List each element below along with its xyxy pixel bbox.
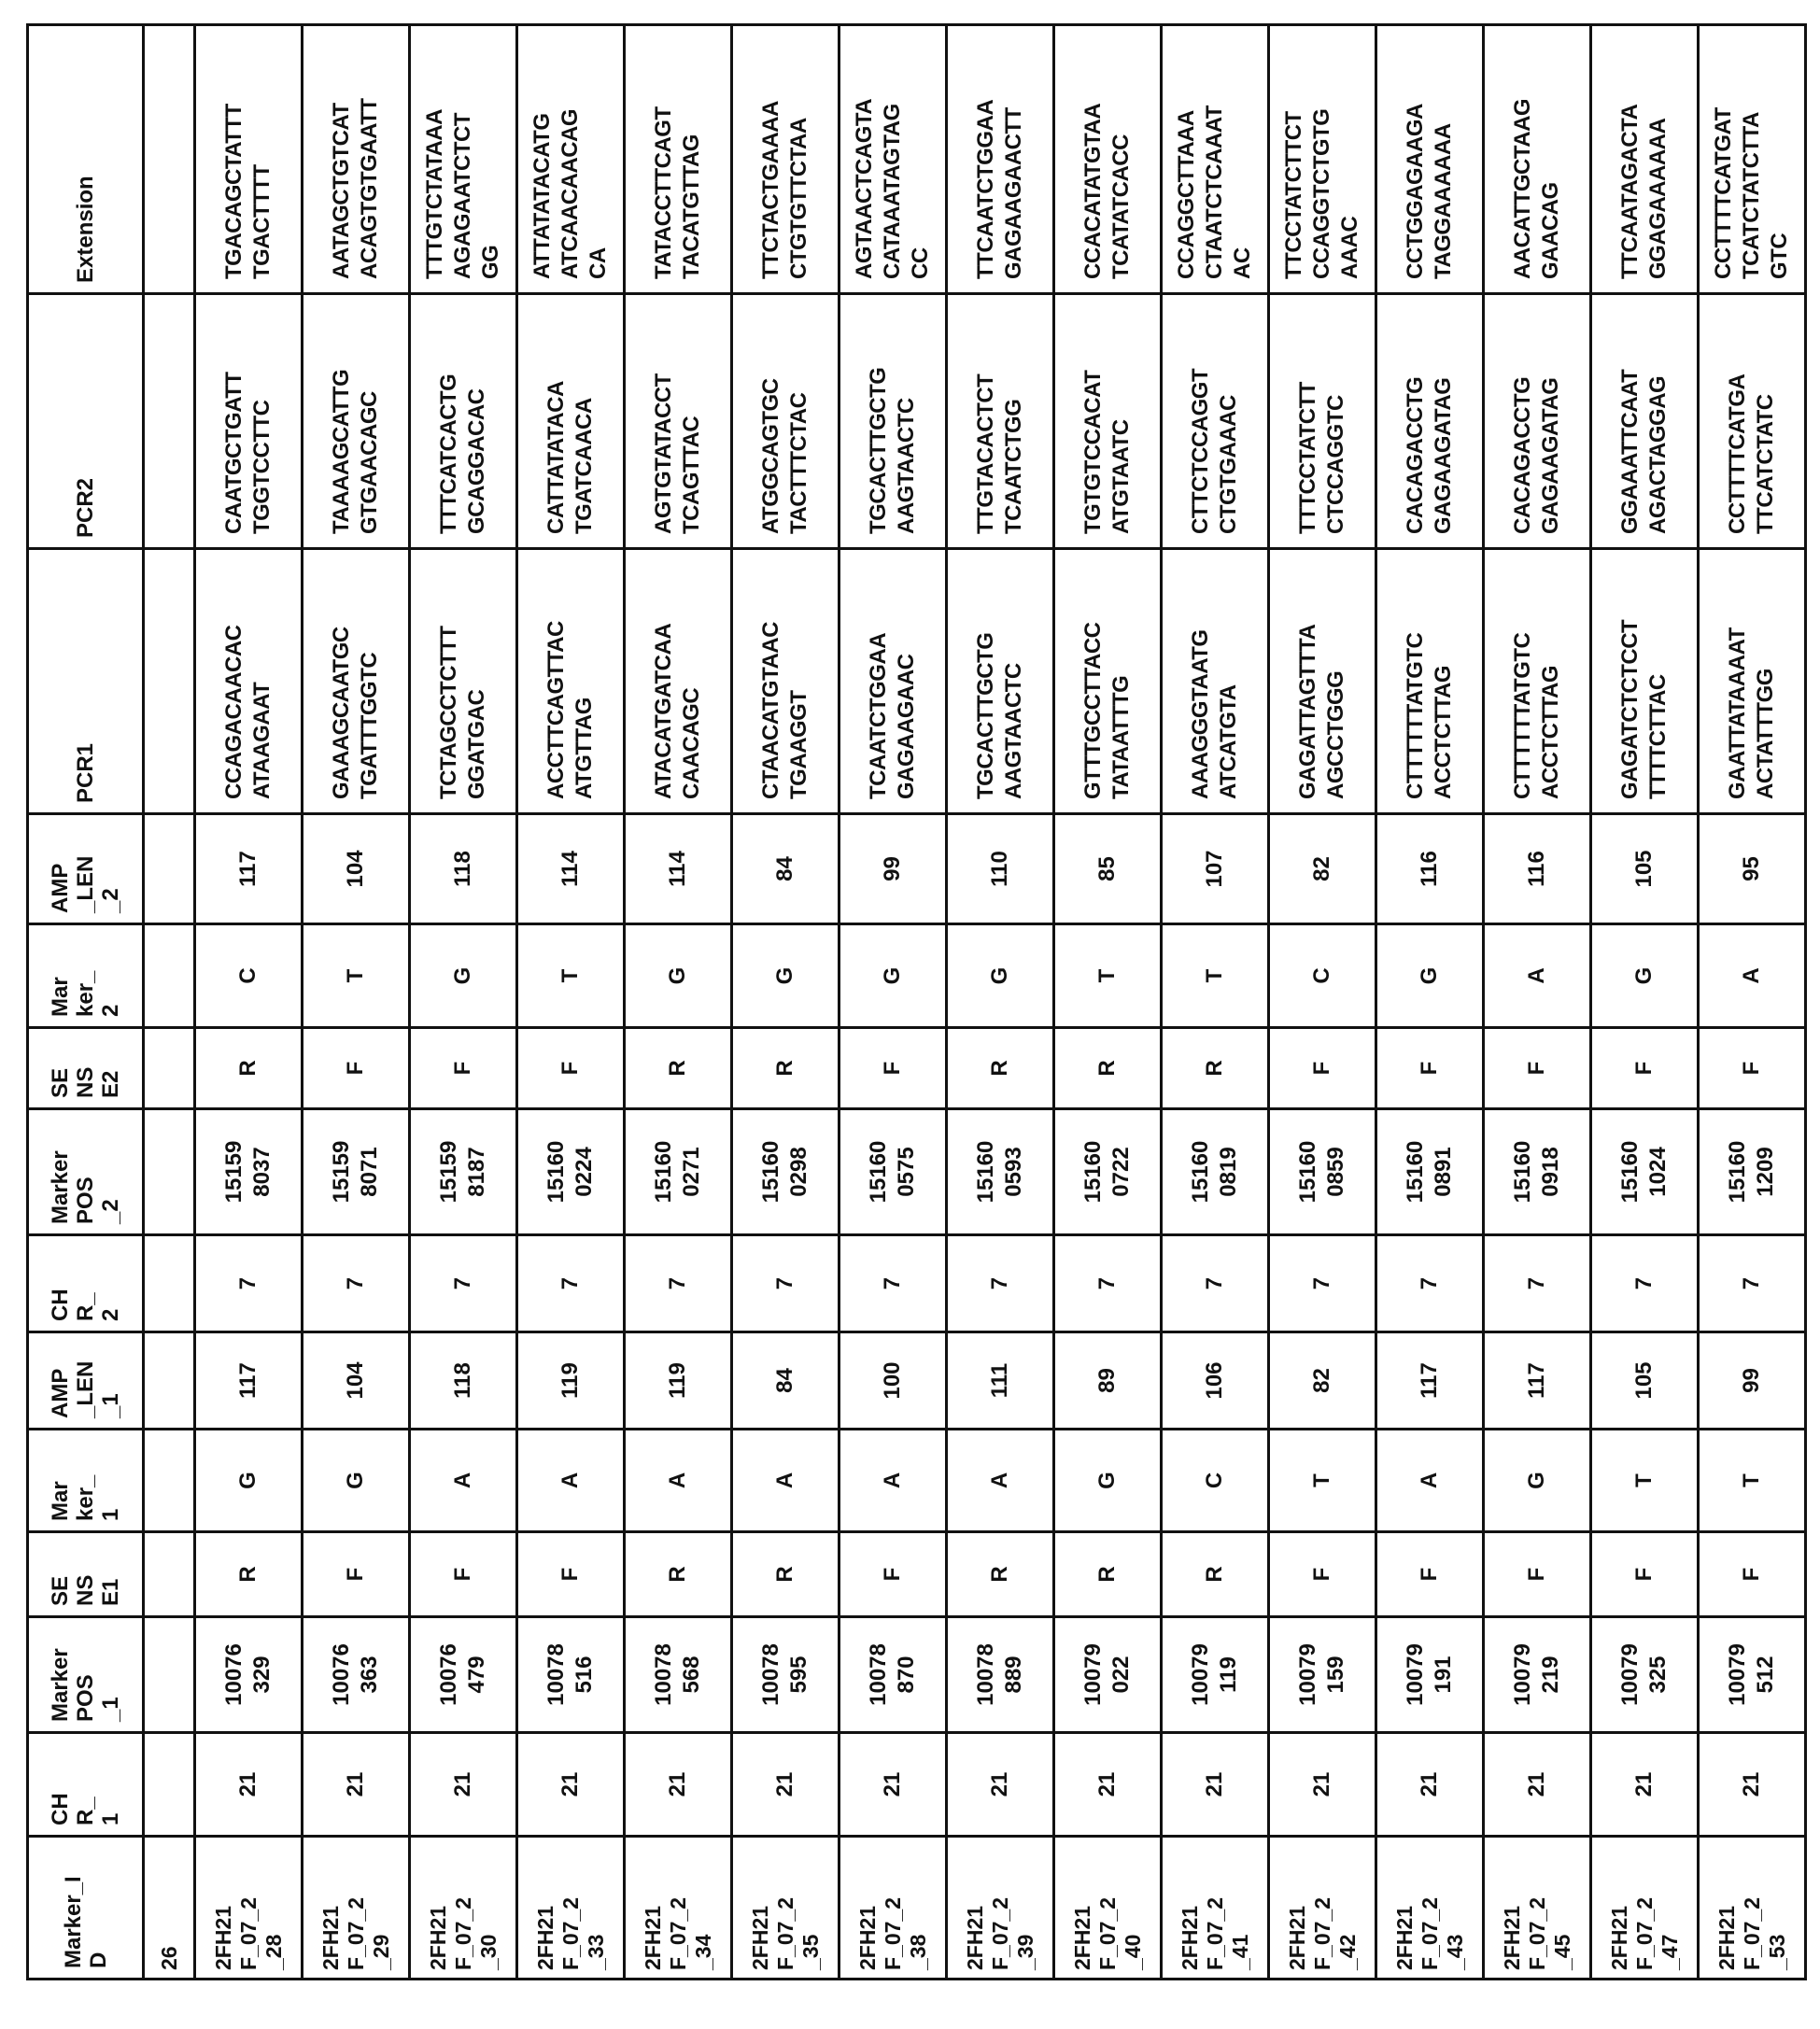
cell-marker2: T: [303, 924, 410, 1028]
cell-amp1: 84: [732, 1332, 839, 1430]
cell-amp1: 117: [1376, 1332, 1484, 1430]
cell-pos2: 15160 0593: [947, 1109, 1054, 1235]
cell-amp2: 82: [1269, 814, 1376, 924]
cell-pcr2: GGAAATTCAAT AGACTAGGAG: [1591, 294, 1699, 549]
cell-amp2: 99: [839, 814, 947, 924]
cell-marker1: G: [303, 1430, 410, 1532]
cell-marker2: G: [625, 924, 732, 1028]
cell-pcr1: CTAACATGTAAC TGAAGGT: [732, 549, 839, 814]
cell-amp2: 116: [1376, 814, 1484, 924]
cell-pos2: 15160 0298: [732, 1109, 839, 1235]
cell-amp1: 117: [195, 1332, 303, 1430]
cell-pcr1: GAGATTAGTTTA AGCCTGGG: [1269, 549, 1376, 814]
cell-sense1: R: [625, 1532, 732, 1617]
cell-chr1: 21: [947, 1733, 1054, 1837]
cell-chr2: 7: [1376, 1235, 1484, 1332]
cell-chr1: 21: [410, 1733, 517, 1837]
cell-pos1: 10078 568: [625, 1617, 732, 1733]
cell-pos1: 10078 870: [839, 1617, 947, 1733]
cell-amp1: 82: [1269, 1332, 1376, 1430]
cell-pos2: 15160 0224: [517, 1109, 625, 1235]
empty-cell: [144, 1109, 195, 1235]
cell-marker1: C: [1162, 1430, 1269, 1532]
cell-sense2: F: [1699, 1028, 1806, 1109]
cell-pcr1: GAGATCTCTCCT TTTTCTTAC: [1591, 549, 1699, 814]
cell-chr2: 7: [1269, 1235, 1376, 1332]
cell-sense1: F: [517, 1532, 625, 1617]
table-row: [1699, 25, 1806, 1980]
cell-amp2: 110: [947, 814, 1054, 924]
empty-cell: [144, 1235, 195, 1332]
cell-sense2: F: [1376, 1028, 1484, 1109]
cell-chr1: 21: [839, 1733, 947, 1837]
cell-pcr1: ACCTTCAGTTAC ATGTTAG: [517, 549, 625, 814]
table-row: [625, 25, 732, 1980]
cell-sense2: F: [410, 1028, 517, 1109]
cell-pcr1: GAATTATAAAAT ACTATTTGG: [1699, 549, 1806, 814]
cell-marker-id: 2FH21 F_07_2 _43: [1376, 1837, 1484, 1980]
cell-sense2: F: [517, 1028, 625, 1109]
cell-marker-id: 2FH21 F_07_2 _30: [410, 1837, 517, 1980]
cell-chr2: 7: [839, 1235, 947, 1332]
cell-marker1: A: [839, 1430, 947, 1532]
cell-ext: TTTGTCTATAAA AGAGAATCTCT GG: [410, 25, 517, 294]
cell-sense1: F: [410, 1532, 517, 1617]
cell-marker-id: 2FH21 F_07_2 _39: [947, 1837, 1054, 1980]
table-row: [410, 25, 517, 1980]
cell-pos1: 10078 889: [947, 1617, 1054, 1733]
cell-pcr1: CTTTTTTATGTC ACCTCTTAG: [1376, 549, 1484, 814]
section-row: [144, 25, 195, 1980]
column-header-marker-id: Marker_I D: [28, 1837, 144, 1980]
cell-marker-id: 2FH21 F_07_2 _47: [1591, 1837, 1699, 1980]
cell-sense1: R: [947, 1532, 1054, 1617]
cell-amp2: 114: [517, 814, 625, 924]
cell-sense2: R: [1162, 1028, 1269, 1109]
cell-pos2: 15160 0819: [1162, 1109, 1269, 1235]
cell-marker2: G: [947, 924, 1054, 1028]
cell-marker1: T: [1269, 1430, 1376, 1532]
cell-marker2: A: [1484, 924, 1591, 1028]
cell-pos2: 15160 0271: [625, 1109, 732, 1235]
table-row: [1269, 25, 1376, 1980]
cell-chr1: 21: [1591, 1733, 1699, 1837]
cell-pcr2: CCTTTTCATGA TTCATCTATC: [1699, 294, 1806, 549]
cell-sense1: F: [1376, 1532, 1484, 1617]
column-header-pcr1: PCR1: [28, 549, 144, 814]
cell-pos1: 10079 325: [1591, 1617, 1699, 1733]
cell-marker2: C: [195, 924, 303, 1028]
cell-ext: AGTAACTCAGTA CATAAATAGTAG CC: [839, 25, 947, 294]
column-header-chr1: CH R_ 1: [28, 1733, 144, 1837]
cell-chr1: 21: [1484, 1733, 1591, 1837]
cell-sense2: R: [947, 1028, 1054, 1109]
cell-sense1: F: [1269, 1532, 1376, 1617]
cell-marker-id: 2FH21 F_07_2 _38: [839, 1837, 947, 1980]
cell-pcr2: TGCACTTGCTG AAGTAACTC: [839, 294, 947, 549]
cell-ext: TATACCTTCAGT TACATGTTAG: [625, 25, 732, 294]
empty-cell: [144, 1332, 195, 1430]
cell-pcr2: CACAGACCTG GAGAAGATAG: [1484, 294, 1591, 549]
cell-pos2: 15160 0575: [839, 1109, 947, 1235]
cell-ext: AACATTGCTAAG GAACAG: [1484, 25, 1591, 294]
cell-amp2: 107: [1162, 814, 1269, 924]
cell-marker-id: 2FH21 F_07_2 _45: [1484, 1837, 1591, 1980]
cell-marker-id: 2FH21 F_07_2 _33: [517, 1837, 625, 1980]
cell-amp2: 105: [1591, 814, 1699, 924]
cell-chr2: 7: [1484, 1235, 1591, 1332]
empty-cell: [144, 924, 195, 1028]
cell-pos1: 10079 159: [1269, 1617, 1376, 1733]
column-header-pcr2: PCR2: [28, 294, 144, 549]
cell-marker2: T: [517, 924, 625, 1028]
cell-amp2: 116: [1484, 814, 1591, 924]
column-header-marker2: Mar ker_ 2: [28, 924, 144, 1028]
cell-marker1: A: [625, 1430, 732, 1532]
column-header-sense1: SE NS E1: [28, 1532, 144, 1617]
cell-chr1: 21: [1269, 1733, 1376, 1837]
empty-cell: [144, 1028, 195, 1109]
cell-marker1: G: [1054, 1430, 1162, 1532]
cell-amp2: 95: [1699, 814, 1806, 924]
cell-amp2: 104: [303, 814, 410, 924]
section-label: 26: [144, 1837, 195, 1980]
cell-amp1: 89: [1054, 1332, 1162, 1430]
cell-marker-id: 2FH21 F_07_2 _28: [195, 1837, 303, 1980]
cell-pcr2: CAATGCTGATT TGGTCCTTC: [195, 294, 303, 549]
cell-pos2: 15160 0859: [1269, 1109, 1376, 1235]
marker-table: [26, 23, 1807, 1980]
cell-pcr1: GTTTGCCTTACC TATAATTTG: [1054, 549, 1162, 814]
cell-amp1: 104: [303, 1332, 410, 1430]
cell-ext: AATAGCTGTCAT ACAGTGTGAATT: [303, 25, 410, 294]
cell-marker-id: 2FH21 F_07_2 _41: [1162, 1837, 1269, 1980]
empty-cell: [144, 814, 195, 924]
cell-amp2: 117: [195, 814, 303, 924]
cell-marker1: G: [195, 1430, 303, 1532]
cell-pos2: 15160 0918: [1484, 1109, 1591, 1235]
cell-marker2: G: [410, 924, 517, 1028]
cell-sense1: F: [1484, 1532, 1591, 1617]
cell-pcr2: CATTATATACA TGATCAACA: [517, 294, 625, 549]
cell-chr1: 21: [732, 1733, 839, 1837]
column-header-sense2: SE NS E2: [28, 1028, 144, 1109]
cell-pos1: 10076 363: [303, 1617, 410, 1733]
cell-amp1: 106: [1162, 1332, 1269, 1430]
empty-cell: [144, 1532, 195, 1617]
cell-pos1: 10079 022: [1054, 1617, 1162, 1733]
cell-sense2: F: [1591, 1028, 1699, 1109]
cell-pos1: 10078 595: [732, 1617, 839, 1733]
cell-ext: TTCAATAGACTA GGAGAAAAAA: [1591, 25, 1699, 294]
cell-pcr2: AGTGTATACCT TCAGTTAC: [625, 294, 732, 549]
cell-amp1: 119: [625, 1332, 732, 1430]
cell-chr1: 21: [625, 1733, 732, 1837]
cell-ext: ATTATATACATG ATCAACAACAG CA: [517, 25, 625, 294]
cell-chr1: 21: [1699, 1733, 1806, 1837]
cell-pcr1: ATACATGATCAA CAACAGC: [625, 549, 732, 814]
cell-pcr1: AAAGGGTAATG ATCATGTA: [1162, 549, 1269, 814]
cell-ext: TGACAGCTATTT TGACTTTT: [195, 25, 303, 294]
cell-sense1: R: [1162, 1532, 1269, 1617]
cell-sense2: R: [195, 1028, 303, 1109]
table-row: [1376, 25, 1484, 1980]
table-row: [839, 25, 947, 1980]
cell-pos1: 10078 516: [517, 1617, 625, 1733]
empty-cell: [144, 549, 195, 814]
cell-chr2: 7: [625, 1235, 732, 1332]
cell-pcr2: TGTGTCCACAT ATGTAATC: [1054, 294, 1162, 549]
cell-pcr1: TCTAGCCTCTTT GGATGAC: [410, 549, 517, 814]
cell-sense2: F: [303, 1028, 410, 1109]
cell-sense2: R: [625, 1028, 732, 1109]
cell-sense1: R: [1054, 1532, 1162, 1617]
cell-sense2: F: [839, 1028, 947, 1109]
cell-chr2: 7: [1591, 1235, 1699, 1332]
cell-sense1: F: [303, 1532, 410, 1617]
cell-pcr1: CTTTTTTATGTC ACCTCTTAG: [1484, 549, 1591, 814]
cell-pcr2: CACAGACCTG GAGAAGATAG: [1376, 294, 1484, 549]
cell-sense1: F: [1699, 1532, 1806, 1617]
cell-sense1: R: [732, 1532, 839, 1617]
cell-chr2: 7: [732, 1235, 839, 1332]
table-row: [195, 25, 303, 1980]
table-row: [947, 25, 1054, 1980]
cell-amp2: 84: [732, 814, 839, 924]
cell-sense2: R: [1054, 1028, 1162, 1109]
cell-amp2: 85: [1054, 814, 1162, 924]
cell-marker1: A: [947, 1430, 1054, 1532]
column-header-amp1: AMP _LEN _1: [28, 1332, 144, 1430]
cell-pos2: 15160 1024: [1591, 1109, 1699, 1235]
cell-chr2: 7: [1162, 1235, 1269, 1332]
table-row: [1054, 25, 1162, 1980]
cell-pcr1: TCAATCTGGAA GAGAAGAAC: [839, 549, 947, 814]
marker-table-rotated: [26, 26, 1804, 1980]
cell-chr1: 21: [303, 1733, 410, 1837]
empty-cell: [144, 1617, 195, 1733]
cell-pcr2: TAAAAGCATTG GTGAACAGC: [303, 294, 410, 549]
cell-sense2: F: [1484, 1028, 1591, 1109]
cell-amp1: 100: [839, 1332, 947, 1430]
cell-ext: CCTTTTCATGAT TCATCTATCTTA GTC: [1699, 25, 1806, 294]
cell-sense1: F: [1591, 1532, 1699, 1617]
cell-marker-id: 2FH21 F_07_2 _29: [303, 1837, 410, 1980]
cell-sense2: R: [732, 1028, 839, 1109]
cell-marker2: G: [1376, 924, 1484, 1028]
cell-chr1: 21: [517, 1733, 625, 1837]
cell-amp1: 105: [1591, 1332, 1699, 1430]
table-row: [1591, 25, 1699, 1980]
cell-pcr1: GAAAGCAATGC TGATTTGGTC: [303, 549, 410, 814]
cell-marker-id: 2FH21 F_07_2 _40: [1054, 1837, 1162, 1980]
cell-ext: CCAGGCTTAAA CTAATCTCAAAT AC: [1162, 25, 1269, 294]
cell-amp1: 111: [947, 1332, 1054, 1430]
cell-chr1: 21: [1054, 1733, 1162, 1837]
cell-pos2: 15160 1209: [1699, 1109, 1806, 1235]
cell-ext: CCACATATGTAA TCATATCACC: [1054, 25, 1162, 294]
column-header-pos2: Marker POS _2: [28, 1109, 144, 1235]
cell-marker1: T: [1699, 1430, 1806, 1532]
cell-chr1: 21: [1376, 1733, 1484, 1837]
cell-marker-id: 2FH21 F_07_2 _42: [1269, 1837, 1376, 1980]
cell-chr2: 7: [410, 1235, 517, 1332]
cell-marker2: G: [839, 924, 947, 1028]
cell-marker1: G: [1484, 1430, 1591, 1532]
cell-chr2: 7: [1054, 1235, 1162, 1332]
header-row: [28, 25, 144, 1980]
cell-marker-id: 2FH21 F_07_2 _34: [625, 1837, 732, 1980]
column-header-pos1: Marker POS _1: [28, 1617, 144, 1733]
cell-marker1: A: [517, 1430, 625, 1532]
cell-ext: TTCTACTGAAAA CTGTGTTCTAA: [732, 25, 839, 294]
cell-amp1: 117: [1484, 1332, 1591, 1430]
cell-marker2: T: [1162, 924, 1269, 1028]
cell-chr2: 7: [195, 1235, 303, 1332]
cell-pos1: 10076 329: [195, 1617, 303, 1733]
cell-marker-id: 2FH21 F_07_2 _35: [732, 1837, 839, 1980]
column-header-marker1: Mar ker_ 1: [28, 1430, 144, 1532]
cell-marker2: T: [1054, 924, 1162, 1028]
cell-chr2: 7: [947, 1235, 1054, 1332]
column-header-amp2: AMP _LEN _2: [28, 814, 144, 924]
cell-pos2: 15160 0722: [1054, 1109, 1162, 1235]
cell-pcr2: ATGGCAGTGC TACTTTCTAC: [732, 294, 839, 549]
cell-amp1: 119: [517, 1332, 625, 1430]
cell-marker1: A: [410, 1430, 517, 1532]
cell-pcr2: TTGTACACTCT TCAATCTGG: [947, 294, 1054, 549]
cell-pos1: 10079 191: [1376, 1617, 1484, 1733]
cell-pos1: 10079 512: [1699, 1617, 1806, 1733]
cell-amp2: 114: [625, 814, 732, 924]
cell-marker2: G: [732, 924, 839, 1028]
cell-pcr2: TTTCCTATCTT CTCCAGGTC: [1269, 294, 1376, 549]
cell-sense1: R: [195, 1532, 303, 1617]
cell-chr2: 7: [517, 1235, 625, 1332]
table-row: [1484, 25, 1591, 1980]
cell-amp1: 99: [1699, 1332, 1806, 1430]
cell-amp2: 118: [410, 814, 517, 924]
cell-chr2: 7: [303, 1235, 410, 1332]
cell-sense1: F: [839, 1532, 947, 1617]
cell-sense2: F: [1269, 1028, 1376, 1109]
empty-cell: [144, 1430, 195, 1532]
table-row: [303, 25, 410, 1980]
table-row: [1162, 25, 1269, 1980]
cell-pcr2: TTTCATCACTG GCAGGACAC: [410, 294, 517, 549]
column-header-ext: Extension: [28, 25, 144, 294]
empty-cell: [144, 25, 195, 294]
cell-ext: TTCCTATCTTCT CCAGGTCTGTG AAAC: [1269, 25, 1376, 294]
cell-marker1: T: [1591, 1430, 1699, 1532]
table-row: [517, 25, 625, 1980]
cell-ext: TTCAATCTGGAA GAGAAGAACTT: [947, 25, 1054, 294]
cell-pos1: 10076 479: [410, 1617, 517, 1733]
cell-pcr1: CCAGACAACAC ATAAGAAT: [195, 549, 303, 814]
cell-marker2: C: [1269, 924, 1376, 1028]
cell-chr1: 21: [195, 1733, 303, 1837]
empty-cell: [144, 1733, 195, 1837]
cell-chr2: 7: [1699, 1235, 1806, 1332]
cell-pos1: 10079 219: [1484, 1617, 1591, 1733]
cell-marker2: G: [1591, 924, 1699, 1028]
cell-marker-id: 2FH21 F_07_2 _53: [1699, 1837, 1806, 1980]
cell-ext: CCTGGAGAAGA TAGGAAAAAA: [1376, 25, 1484, 294]
cell-marker2: A: [1699, 924, 1806, 1028]
cell-chr1: 21: [1162, 1733, 1269, 1837]
cell-pcr1: TGCACTTGCTG AAGTAACTC: [947, 549, 1054, 814]
cell-marker1: A: [732, 1430, 839, 1532]
table-row: [732, 25, 839, 1980]
empty-cell: [144, 294, 195, 549]
cell-pos2: 15159 8071: [303, 1109, 410, 1235]
cell-pos1: 10079 119: [1162, 1617, 1269, 1733]
cell-amp1: 118: [410, 1332, 517, 1430]
cell-pos2: 15159 8037: [195, 1109, 303, 1235]
cell-marker1: A: [1376, 1430, 1484, 1532]
cell-pos2: 15159 8187: [410, 1109, 517, 1235]
column-header-chr2: CH R_ 2: [28, 1235, 144, 1332]
cell-pos2: 15160 0891: [1376, 1109, 1484, 1235]
cell-pcr2: CTTCTCCAGGT CTGTGAAAC: [1162, 294, 1269, 549]
